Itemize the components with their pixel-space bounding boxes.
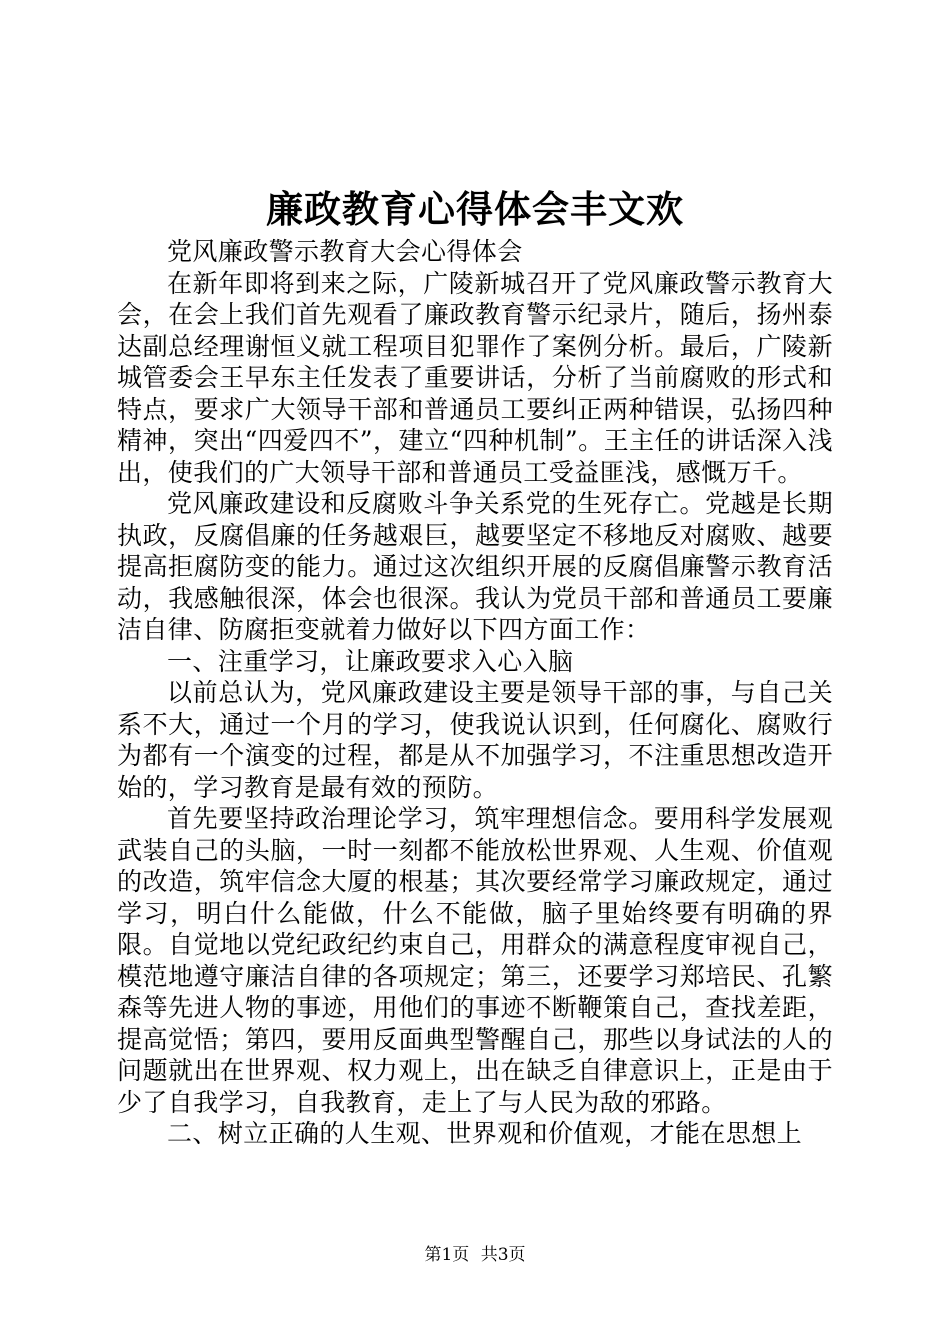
paragraph: 党风廉政建设和反腐败斗争关系党的生死存亡。党越是长期执政，反腐倡廉的任务越艰巨，越要坚定不移地反对腐败、越要提高拒腐防变的能力。通过这次组织开展的反腐倡廉警示教育活动，我感触很深，体会也很深。我认为党员干部和普通员工要廉洁自律、防腐拒变就着力做好以下四方面工作：: [117, 489, 833, 644]
document-body: [117, 236, 833, 1150]
page-total: 共3页: [480, 1245, 526, 1265]
document-title: 廉政教育心得体会丰文欢: [266, 187, 684, 231]
section-heading: 一、注重学习，让廉政要求入心入脑: [167, 646, 574, 676]
page-number: 第1页: [424, 1245, 470, 1265]
page-footer: [0, 1244, 950, 1266]
paragraph-subtitle: 党风廉政警示教育大会心得体会: [167, 237, 523, 266]
paragraph: 首先要坚持政治理论学习，筑牢理想信念。要用科学发展观武装自己的头脑，一时一刻都不能放松世界观、人生观、价值观的改造，筑牢信念大厦的根基；其次要经常学习廉政规定，通过学习，明白什么能做，什么不能做，脑子里始终要有明确的界限。自觉地以党纪政纪约束自己，用群众的满意程度审视自己，模范地遵守廉洁自律的各项规定；第三，还要学习郑培民、孔繁森等先进人物的事迹，用他们的事迹不断鞭策自己，查找差距，提高觉悟；第四，要用反面典型警醒自己，那些以身试法的人的问题就出在世界观、权力观上，出在缺乏自律意识上，正是由于少了自我学习，自我教育，走上了与人民为敌的邪路。: [117, 804, 833, 1117]
paragraph: 以前总认为，党风廉政建设主要是领导干部的事，与自己关系不大，通过一个月的学习，使我说认识到，任何腐化、腐败行为都有一个演变的过程，都是从不加强学习，不注重思想改造开始的，学习教育是最有效的预防。: [117, 678, 833, 802]
paragraph: 在新年即将到来之际，广陵新城召开了党风廉政警示教育大会，在会上我们首先观看了廉政教育警示纪录片，随后，扬州泰达副总经理谢恒义就工程项目犯罪作了案例分析。最后，广陵新城管委会王早东主任发表了重要讲话，分析了当前腐败的形式和特点，要求广大领导干部和普通员工要纠正两种错误，弘扬四种精神，突出“四爱四不”，建立“四种机制”。王主任的讲话深入浅出，使我们的广大领导干部和普通员工受益匪浅，感慨万千。: [117, 268, 833, 487]
section-heading: 二、树立正确的人生观、世界观和价值观，才能在思想上: [167, 1119, 803, 1148]
